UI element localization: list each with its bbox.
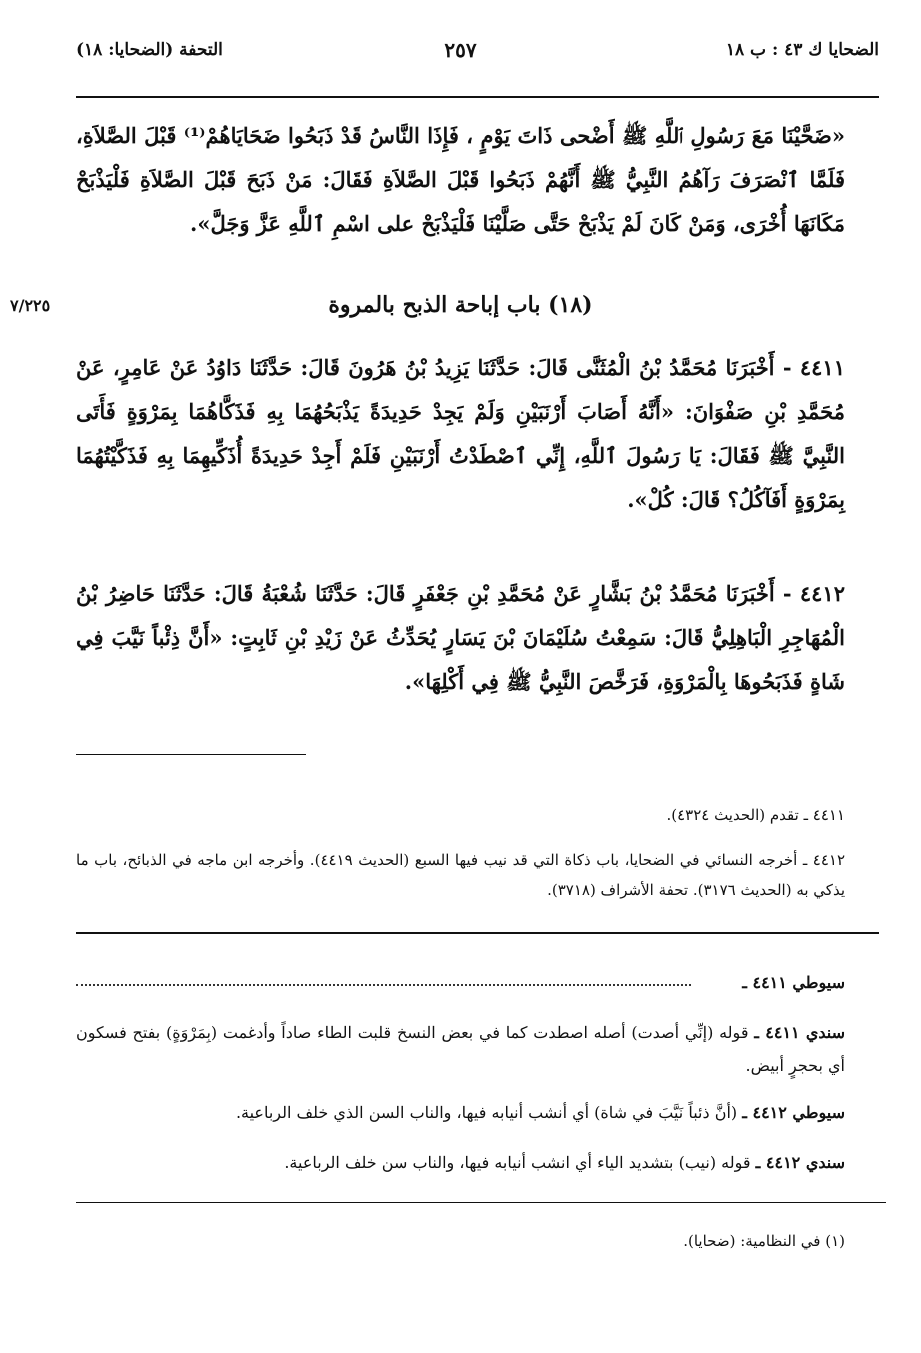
sindi-4411 [76, 1016, 845, 1082]
takhrij-4412: ٤٤١٢ ـ أخرجه النسائي في الضحايا، باب ذكاة التي قد نيب فيها السبع (الحديث ٤٤١٩). وأخرجه ابن ماجه في الذبائح، باب ما يذكي به (الحديث ٣١٧٦). تحفة الأشراف (٣٧١٨). [76, 851, 846, 899]
takhrij-divider [76, 754, 306, 755]
chapter-title: (١٨) باب إباحة الذبح بالمروة [328, 292, 593, 318]
suyuti-4412-text: (أنَّ ذئباً نَيَّبَ في شاة) أي أنشب أنيابه فيها، والناب السن الذي خلف الرباعية. [235, 1103, 738, 1122]
header-rule [76, 96, 879, 98]
sindi-4411-label: سندي ٤٤١١ ـ [754, 1023, 846, 1042]
header-tuhfa-ref: التحفة (الضحايا: ١٨) [76, 40, 223, 60]
commentary-rule [76, 932, 879, 934]
header-chapter-ref: الضحايا ك ٤٣ : ب ١٨ [725, 40, 879, 60]
footnote-rule [76, 1202, 886, 1203]
page-number: ٢٥٧ [444, 38, 477, 62]
hadith-4412: ٤٤١٢ - أَخْبَرَنَا مُحَمَّدُ بْنُ بَشَّارٍ عَنْ مُحَمَّدِ بْنِ جَعْفَرٍ قَالَ: حَدَّثَنَا شُعْبَةُ قَالَ: حَدَّثَنَا حَاضِرُ بْنُ الْمُهَاجِرِ الْبَاهِلِيُّ قَالَ: سَمِعْتُ سُلَيْمَانَ بْنَ يَسَارٍ يُحَدِّثُ عَنْ زَيْدِ بْنِ ثَابِتٍ: «أَنَّ ذِئْباً نَيَّبَ فِي شَاةٍ فَذَبَحُوهَا بِالْمَرْوَةِ، فَرَخَّصَ النَّبِيُّ ﷺ فِي أَكْلِهَا». [76, 581, 845, 694]
footnote-1: (١) في النظامية: (ضحايا). [683, 1232, 845, 1250]
sindi-4412 [76, 1146, 845, 1179]
suyuti-4411 [76, 966, 845, 999]
suyuti-4412 [76, 1096, 845, 1129]
hadith-4411: ٤٤١١ - أَخْبَرَنَا مُحَمَّدُ بْنُ الْمُثَنَّى قَالَ: حَدَّثَنَا يَزِيدُ بْنُ هَرُونَ قَالَ: حَدَّثَنَا دَاوُدُ عَنْ عَامِرٍ، عَنْ مُحَمَّدِ بْنِ صَفْوَانَ: «أَنَّهُ أَصَابَ أَرْنَبَيْنِ وَلَمْ يَجِدْ حَدِيدَةً يَذْبَحُهُمَا بِهِ فَذَكَّاهُمَا بِمَرْوَةٍ فَأَتَى النَّبِيَّ ﷺ فَقَالَ: يَا رَسُولَ ٱللَّهِ، إِنِّي ٱصْطَدْتُ أَرْنَبَيْنِ فَلَمْ أَجِدْ حَدِيدَةً أُذَكِّيهِمَا بِهِ فَذَكَّيْتُهُمَا بِمَرْوَةٍ أَفَآكُلُ؟ قَالَ: كُلْ». [76, 355, 845, 512]
suyuti-4412-label: سيوطي ٤٤١٢ ـ [742, 1103, 845, 1122]
dotted-leader [76, 984, 691, 986]
suyuti-4411-label: سيوطي ٤٤١١ ـ [742, 973, 845, 992]
sindi-4412-text: قوله (نيب) بتشديد الياء أي انشب أنيابه فيها، والناب سن خلف الرباعية. [284, 1153, 751, 1172]
hadith-4410-continuation: «ضَحَّيْنَا مَعَ رَسُولِ ٱللَّهِ ﷺ أَضْحى ذَاتَ يَوْمٍ ، فَإِذَا النَّاسُ قَدْ ذَبَحُوا ضَحَايَاهُمْ⁽¹⁾ قَبْلَ الصَّلاَةِ، فَلَمَّا ٱنْصَرَفَ رَآهُمُ النَّبِيُّ ﷺ أَنَّهُمْ ذَبَحُوا قَبْلَ الصَّلاَةِ فَقَالَ: مَنْ ذَبَحَ قَبْلَ الصَّلاَةِ فَلْيَذْبَحْ مَكَانَهَا أُخْرَى، وَمَنْ كَانَ لَمْ يَذْبَحْ حَتَّى صَلَّيْنَا فَلْيَذْبَحْ على اسْمِ ٱللَّهِ عَزَّ وَجَلَّ». [76, 123, 845, 236]
sindi-4412-label: سندي ٤٤١٢ ـ [755, 1153, 845, 1172]
margin-reference: ٧/٢٢٥ [10, 296, 51, 315]
takhrij-4411: ٤٤١١ ـ تقدم (الحديث ٤٣٢٤). [666, 806, 845, 824]
sindi-4411-text: قوله (إنِّي أصدت) أصله اصطدت كما في بعض النسخ قلبت الطاء صاداً وأدغمت (بِمَرْوَةٍ) بفتح فسكون أي بحجرٍ أبيض. [76, 1023, 845, 1075]
